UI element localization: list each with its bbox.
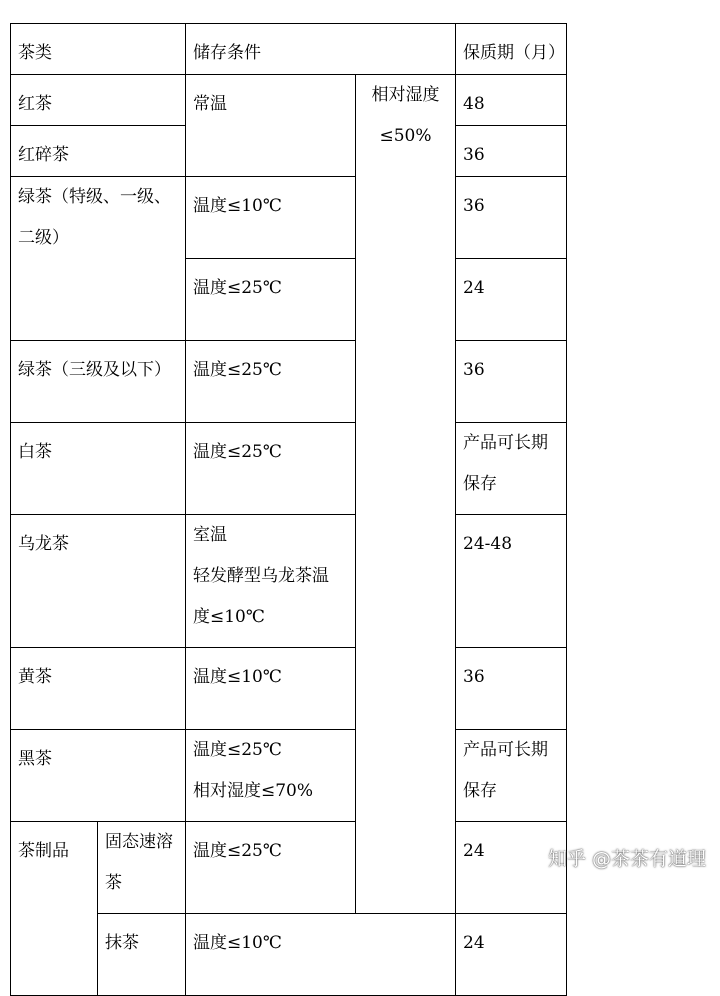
tea-name-line: 二级） xyxy=(18,228,69,248)
shelf-life: 48 xyxy=(456,75,567,126)
table-row xyxy=(11,730,567,822)
table-header-row xyxy=(11,24,567,75)
storage-condition: 温度≤25℃ xyxy=(186,259,356,341)
tea-subtype: 抹茶 xyxy=(98,914,186,996)
tea-name: 白茶 xyxy=(11,423,186,515)
table-row xyxy=(11,177,567,259)
shelf-life: 24 xyxy=(456,914,567,996)
storage-condition: 温度≤10℃ xyxy=(186,177,356,259)
shelf-life: 24 xyxy=(456,822,567,914)
shelf-life: 36 xyxy=(456,341,567,423)
shelf-life: 24-48 xyxy=(456,515,567,648)
storage-line: 轻发酵型乌龙茶温 xyxy=(193,566,329,586)
header-storage: 储存条件 xyxy=(186,24,456,75)
storage-condition: 常温 xyxy=(186,75,356,177)
storage-line: 温度≤25℃ xyxy=(193,740,282,760)
table-row xyxy=(11,423,567,515)
watermark: 知乎 @茶茶有道理 xyxy=(547,848,706,870)
storage-condition xyxy=(186,515,356,648)
tea-name: 乌龙茶 xyxy=(11,515,186,648)
storage-line: 室温 xyxy=(193,525,227,545)
tea-subtype xyxy=(98,822,186,914)
tea-name: 茶制品 xyxy=(11,822,98,996)
tea-name: 黑茶 xyxy=(11,730,186,822)
storage-condition: 温度≤10℃ xyxy=(186,914,456,996)
table-row xyxy=(11,822,567,914)
tea-subtype-line: 茶 xyxy=(105,873,122,893)
humidity-line: 相对湿度 xyxy=(371,85,440,105)
header-shelf-life: 保质期（月） xyxy=(456,24,567,75)
table-row xyxy=(11,648,567,730)
shelf-life: 24 xyxy=(456,259,567,341)
header-tea-type: 茶类 xyxy=(11,24,186,75)
storage-condition: 温度≤25℃ xyxy=(186,423,356,515)
table-row xyxy=(11,341,567,423)
storage-line: 相对湿度≤70% xyxy=(193,781,314,801)
tea-name: 绿茶（三级及以下） xyxy=(11,341,186,423)
tea-name: 红茶 xyxy=(11,75,186,126)
tea-name xyxy=(11,177,186,341)
storage-condition: 温度≤10℃ xyxy=(186,648,356,730)
shelf-life xyxy=(456,423,567,515)
shelf-life xyxy=(456,730,567,822)
tea-name-line: 绿茶（特级、一级、 xyxy=(18,187,171,207)
storage-condition: 温度≤25℃ xyxy=(186,822,456,914)
storage-condition xyxy=(186,730,456,822)
tea-subtype-line: 固态速溶 xyxy=(105,832,173,852)
shelf-life: 36 xyxy=(456,126,567,177)
tea-name: 红碎茶 xyxy=(11,126,186,177)
table-row xyxy=(11,515,567,648)
humidity-line: ≤50% xyxy=(379,126,432,146)
tea-name: 黄茶 xyxy=(11,648,186,730)
shelf-life: 36 xyxy=(456,177,567,259)
storage-condition: 温度≤25℃ xyxy=(186,341,356,423)
shelf-life: 36 xyxy=(456,648,567,730)
storage-line: 度≤10℃ xyxy=(193,607,265,627)
tea-storage-table xyxy=(10,23,567,996)
table-row xyxy=(11,75,567,126)
shelf-life-line: 保存 xyxy=(463,781,497,801)
shelf-life-line: 产品可长期 xyxy=(463,740,548,760)
shelf-life-line: 产品可长期 xyxy=(463,433,548,453)
shelf-life-line: 保存 xyxy=(463,474,497,494)
